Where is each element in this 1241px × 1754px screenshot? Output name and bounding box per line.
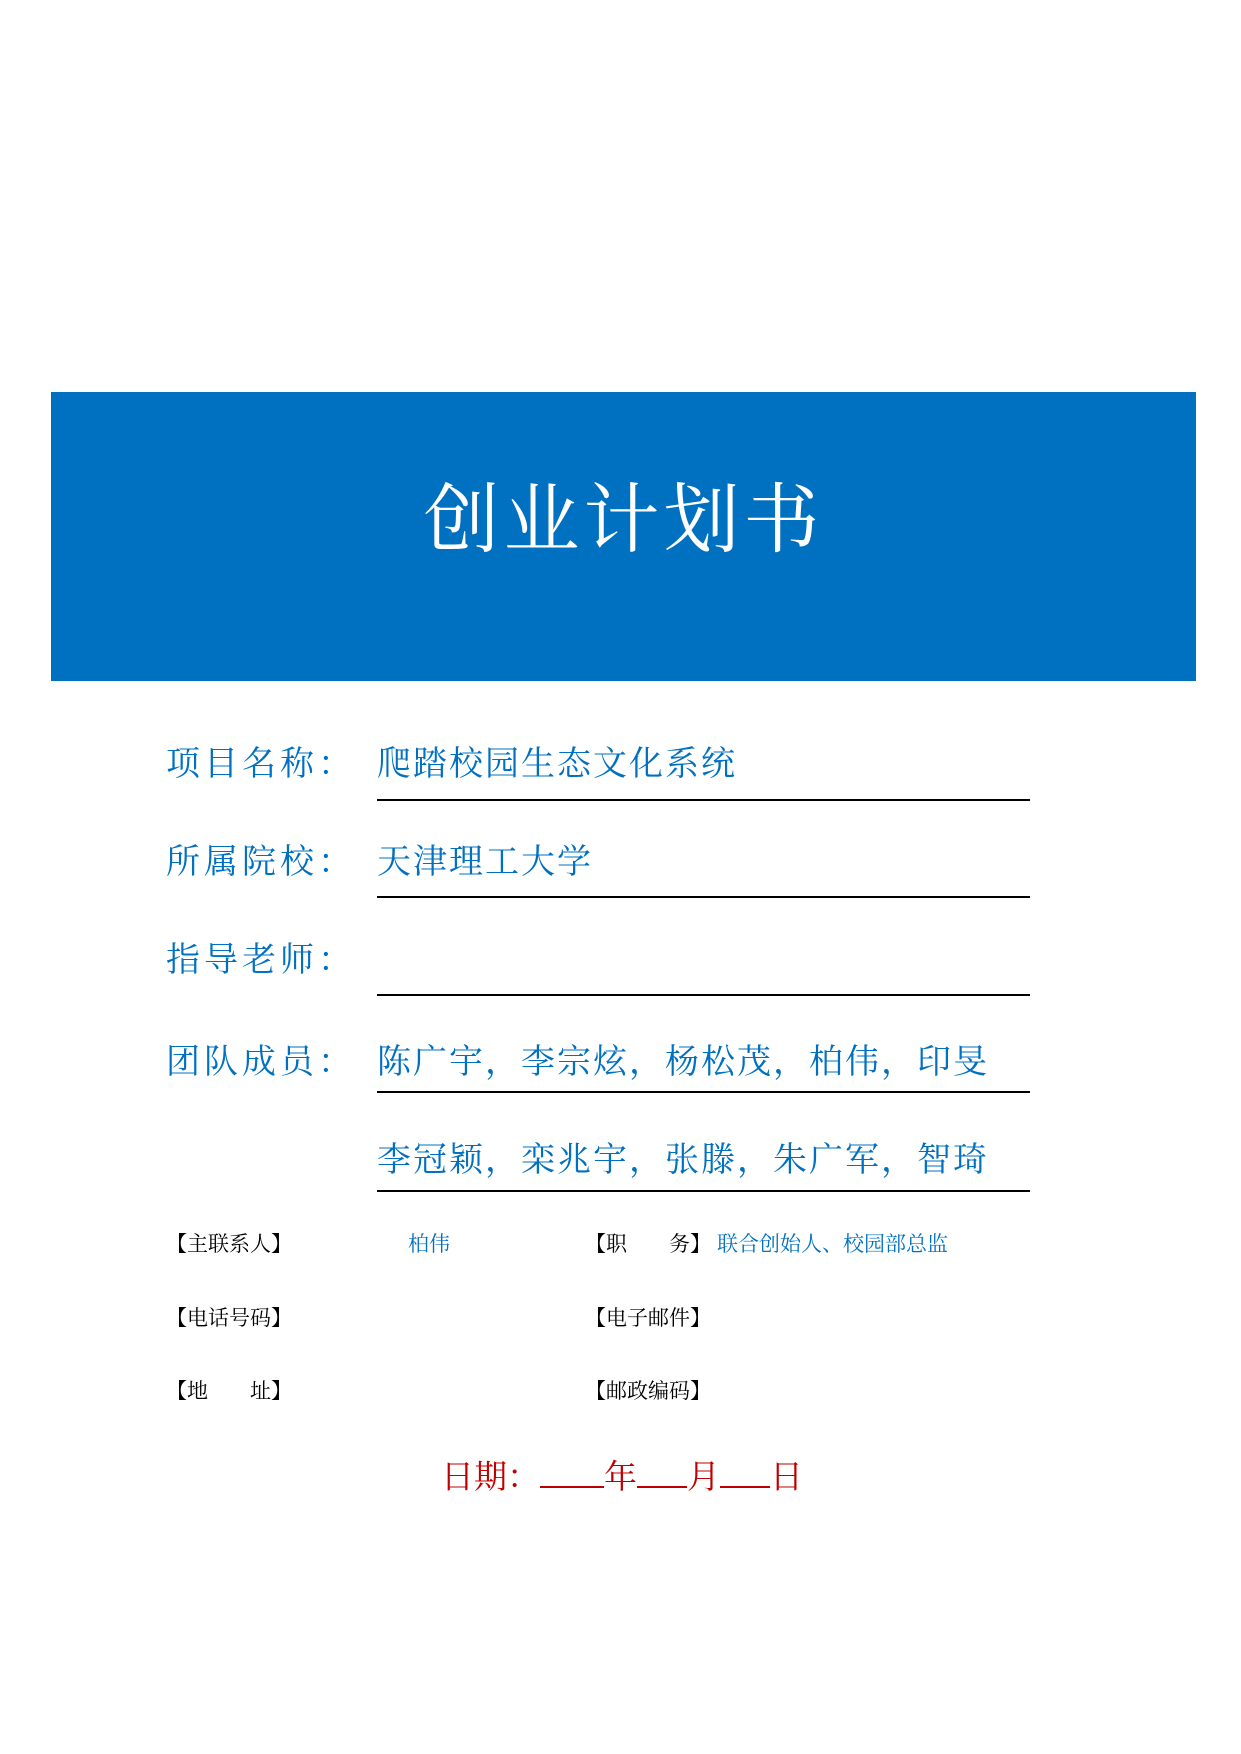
document-title: 创业计划书 (423, 475, 824, 564)
position-label: 【职 务】 (585, 1232, 711, 1256)
position-value: 联合创始人、校园部总监 (717, 1232, 948, 1256)
day-blank (720, 1482, 770, 1488)
advisor-label: 指导老师： (166, 940, 356, 980)
year-blank (540, 1482, 604, 1488)
month-blank (637, 1482, 687, 1488)
main-contact-label: 【主联系人】 (166, 1232, 292, 1256)
month-unit: 月 (687, 1457, 720, 1496)
team-underline-1 (377, 1091, 1030, 1093)
team-members-line-2: 李冠颖，栾兆宇，张滕，朱广军，智琦 (377, 1140, 989, 1180)
team-underline-2 (377, 1190, 1030, 1192)
title-banner (51, 392, 1196, 681)
team-label: 团队成员： (166, 1042, 356, 1082)
project-name-underline (377, 799, 1030, 801)
postcode-label: 【邮政编码】 (585, 1379, 711, 1403)
year-unit: 年 (604, 1457, 637, 1496)
project-name-value: 爬踏校园生态文化系统 (377, 744, 737, 784)
day-unit: 日 (770, 1457, 803, 1496)
advisor-underline (377, 994, 1030, 996)
email-label: 【电子邮件】 (585, 1306, 711, 1330)
main-contact-value: 柏伟 (408, 1232, 450, 1256)
date-row (441, 1457, 803, 1496)
team-members-line-1: 陈广宇，李宗炫，杨松茂，柏伟，印旻 (377, 1042, 989, 1082)
school-label: 所属院校： (166, 842, 356, 882)
date-label: 日期： (441, 1457, 540, 1496)
school-value: 天津理工大学 (377, 842, 593, 882)
school-underline (377, 896, 1030, 898)
address-label: 【地 址】 (166, 1379, 292, 1403)
project-name-label: 项目名称： (166, 744, 356, 784)
phone-label: 【电话号码】 (166, 1306, 292, 1330)
